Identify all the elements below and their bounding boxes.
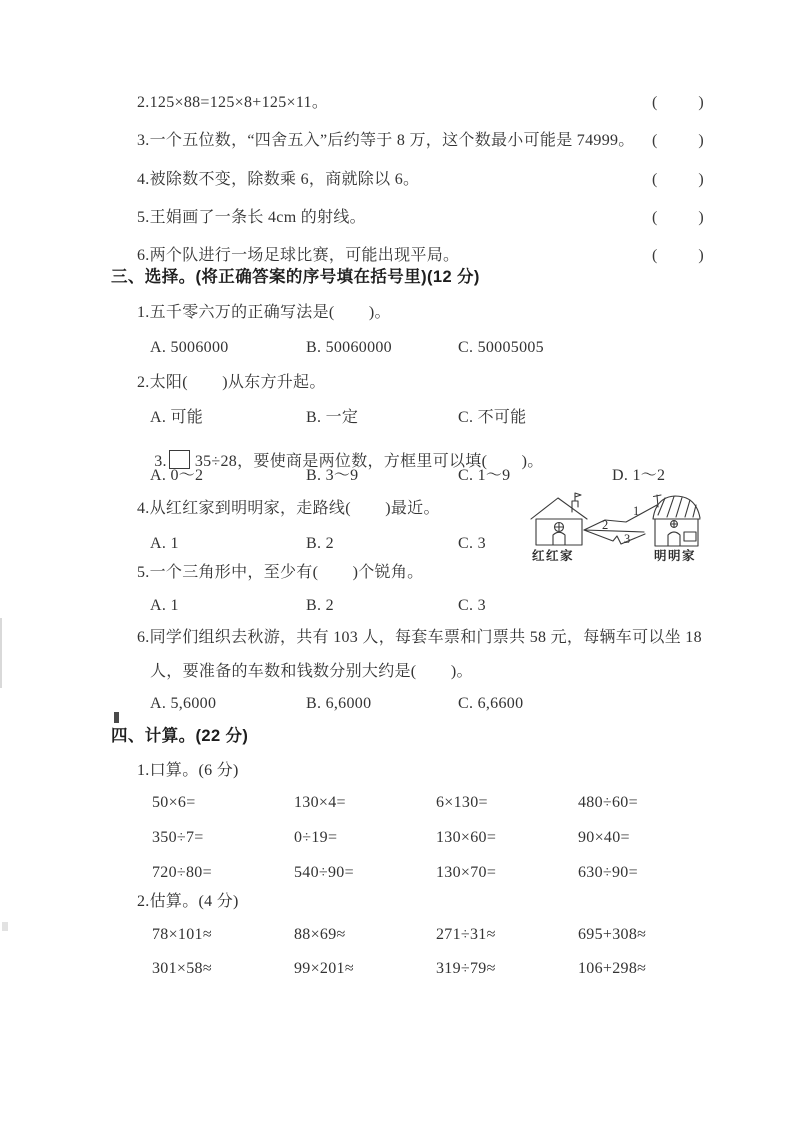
choice-q1-stem: 1.五千零六万的正确写法是( )。 (137, 304, 391, 321)
answer-bracket (652, 131, 704, 151)
option-b: B. 2 (306, 597, 334, 614)
estimate-problem: 106+298≈ (578, 960, 647, 977)
estimate-problem: 271÷31≈ (436, 926, 496, 943)
option-b: B. 一定 (306, 409, 359, 426)
option-c: C. 不可能 (458, 409, 527, 426)
answer-bracket (652, 208, 704, 228)
judge-item: 5.王娟画了一条长 4cm 的射线。 (137, 209, 366, 226)
oral-problem: 130×70= (436, 864, 497, 881)
section-title-choice: 三、选择。(将正确答案的序号填在括号里)(12 分) (111, 268, 480, 286)
answer-bracket (652, 170, 704, 190)
oral-calc-row (152, 828, 720, 848)
option-a: A. 5,6000 (150, 695, 217, 712)
bracket-close: ) (698, 209, 704, 226)
estimate-calc-label: 2.估算。(4 分) (137, 893, 239, 910)
option-c: C. 3 (458, 535, 486, 552)
option-b: B. 50060000 (306, 339, 392, 356)
bracket-open: ( (652, 132, 658, 149)
oral-problem: 720÷80= (152, 864, 212, 881)
oral-problem: 90×40= (578, 829, 630, 846)
oral-problem: 130×60= (436, 829, 497, 846)
choice-q3-options (150, 466, 665, 486)
option-a: A. 1 (150, 535, 179, 552)
bracket-close: ) (698, 171, 704, 188)
right-house-icon (653, 495, 700, 546)
choice-q2-options (150, 408, 612, 428)
option-d: D. 1～2 (612, 467, 666, 484)
option-c: C. 6,6600 (458, 695, 524, 712)
judge-item: 2.125×88=125×8+125×11。 (137, 94, 329, 111)
bracket-open: ( (652, 94, 658, 111)
left-house-icon (531, 493, 587, 545)
scan-artifact (2, 922, 8, 931)
estimate-problem: 78×101≈ (152, 926, 212, 943)
scan-artifact (114, 712, 119, 723)
oral-problem: 50×6= (152, 794, 196, 811)
section-title-calc: 四、计算。(22 分) (111, 727, 249, 745)
oral-problem: 350÷7= (152, 829, 204, 846)
judge-item: 3.一个五位数，“四舍五入”后约等于 8 万，这个数最小可能是 74999。 (137, 132, 635, 149)
option-a: A. 0～2 (150, 467, 204, 484)
option-a: A. 1 (150, 597, 179, 614)
scan-artifact (0, 618, 2, 688)
oral-problem: 480÷60= (578, 794, 638, 811)
oral-calc-row (152, 793, 720, 813)
answer-bracket (652, 93, 704, 113)
estimate-problem: 301×58≈ (152, 960, 212, 977)
right-house-label: 明明家 (654, 549, 697, 563)
judge-item: 6.两个队进行一场足球比赛，可能出现平局。 (137, 247, 460, 264)
oral-calc-row (152, 863, 720, 883)
choice-q6-stem-line1: 6.同学们组织去秋游，共有 103 人，每套车票和门票共 58 元，每辆车可以坐 18 (137, 629, 702, 646)
bracket-open: ( (652, 209, 658, 226)
route-3-label: 3 (624, 532, 631, 546)
route-1-label: 1 (633, 504, 640, 518)
bracket-close: ) (698, 132, 704, 149)
bracket-open: ( (652, 247, 658, 264)
estimate-calc-row (152, 925, 720, 945)
oral-problem: 130×4= (294, 794, 346, 811)
oral-calc-label: 1.口算。(6 分) (137, 762, 239, 779)
oral-problem: 0÷19= (294, 829, 338, 846)
choice-q6-options (150, 694, 612, 714)
route-2-label: 2 (602, 518, 609, 532)
option-c: C. 50005005 (458, 339, 544, 356)
option-a: A. 5006000 (150, 339, 229, 356)
choice-q6-stem-line2: 人，要准备的车数和钱数分别大约是( )。 (150, 663, 473, 680)
oral-problem: 540÷90= (294, 864, 354, 881)
choice-q5-options (150, 596, 612, 616)
option-a: A. 可能 (150, 409, 204, 426)
oral-problem: 6×130= (436, 794, 488, 811)
option-b: B. 2 (306, 535, 334, 552)
bracket-open: ( (652, 171, 658, 188)
route-figure-illustration (528, 488, 713, 566)
choice-q5-stem: 5.一个三角形中，至少有( )个锐角。 (137, 564, 424, 581)
left-house-label: 红红家 (532, 549, 575, 563)
answer-bracket (652, 246, 704, 266)
route-paths (584, 505, 657, 544)
bracket-close: ) (698, 247, 704, 264)
choice-q4-stem: 4.从红红家到明明家，走路线( )最近。 (137, 500, 440, 517)
estimate-problem: 88×69≈ (294, 926, 346, 943)
option-b: B. 6,6000 (306, 695, 372, 712)
estimate-problem: 319÷79≈ (436, 960, 496, 977)
bracket-close: ) (698, 94, 704, 111)
option-c: C. 3 (458, 597, 486, 614)
choice-q1-options (150, 338, 612, 358)
q3-number: 3. (154, 453, 167, 470)
q3-text: 35÷28，要使商是两位数，方框里可以填( )。 (194, 453, 544, 470)
oral-problem: 630÷90= (578, 864, 638, 881)
judge-item: 4.被除数不变，除数乘 6，商就除以 6。 (137, 171, 420, 188)
option-c: C. 1～9 (458, 467, 511, 484)
choice-q2-stem: 2.太阳( )从东方升起。 (137, 374, 326, 391)
estimate-problem: 99×201≈ (294, 960, 354, 977)
estimate-calc-row (152, 959, 720, 979)
estimate-problem: 695+308≈ (578, 926, 647, 943)
option-b: B. 3～9 (306, 467, 359, 484)
